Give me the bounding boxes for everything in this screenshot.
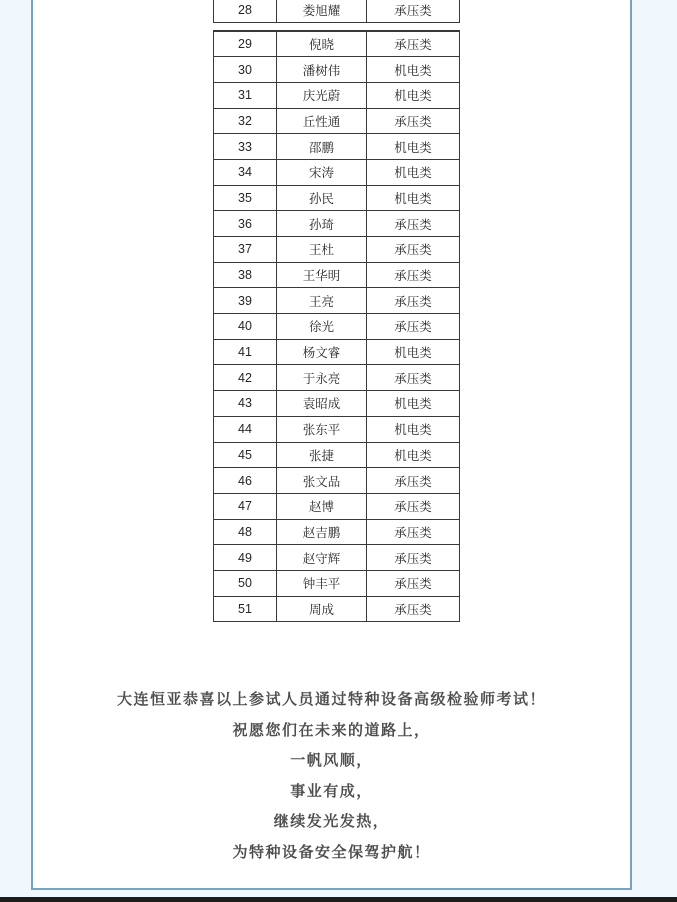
cell-name: 宋涛	[277, 159, 367, 185]
table-row	[214, 108, 460, 134]
table-row	[214, 211, 460, 237]
cell-name: 王华明	[277, 262, 367, 288]
cell-category: 机电类	[367, 185, 460, 211]
cell-category: 机电类	[367, 391, 460, 417]
table-row	[214, 416, 460, 442]
cell-name: 潘树伟	[277, 57, 367, 83]
cell-category: 承压类	[367, 314, 460, 340]
table-row	[214, 57, 460, 83]
article-card	[31, 0, 632, 890]
cell-index: 28	[214, 0, 277, 23]
table-row	[214, 314, 460, 340]
cell-name: 娄旭耀	[277, 0, 367, 23]
table-row	[214, 365, 460, 391]
congrats-line: 事业有成，	[290, 782, 373, 800]
table-row	[214, 545, 460, 571]
cell-index: 33	[214, 134, 277, 160]
table-row	[214, 262, 460, 288]
cell-name: 邵鹏	[277, 134, 367, 160]
congrats-line: 为特种设备安全保驾护航！	[232, 843, 431, 861]
cell-index: 34	[214, 159, 277, 185]
table-row	[214, 442, 460, 468]
cell-name: 庆光蔚	[277, 82, 367, 108]
cell-index: 43	[214, 391, 277, 417]
cell-index: 45	[214, 442, 277, 468]
congrats-line: 继续发光发热，	[273, 813, 390, 831]
cell-name: 袁昭成	[277, 391, 367, 417]
results-table	[213, 30, 460, 622]
cell-category: 承压类	[367, 262, 460, 288]
table-row	[214, 339, 460, 365]
table-row	[214, 288, 460, 314]
cell-index: 30	[214, 57, 277, 83]
cell-category: 承压类	[367, 519, 460, 545]
cell-index: 44	[214, 416, 277, 442]
cell-name: 王亮	[277, 288, 367, 314]
table-row	[214, 570, 460, 596]
cell-name: 徐光	[277, 314, 367, 340]
cell-index: 31	[214, 82, 277, 108]
cell-index: 32	[214, 108, 277, 134]
cell-name: 杨文睿	[277, 339, 367, 365]
cell-name: 张文品	[277, 468, 367, 494]
cell-index: 42	[214, 365, 277, 391]
cell-category: 承压类	[367, 545, 460, 571]
congrats-line: 祝愿您们在未来的道路上，	[232, 721, 431, 739]
cell-category: 承压类	[367, 0, 460, 23]
table-row	[214, 493, 460, 519]
cell-name: 王杜	[277, 237, 367, 263]
cell-index: 39	[214, 288, 277, 314]
table-row	[214, 159, 460, 185]
cell-name: 倪晓	[277, 31, 367, 57]
cell-name: 周成	[277, 596, 367, 622]
cell-name: 赵吉鹏	[277, 519, 367, 545]
cell-name: 张东平	[277, 416, 367, 442]
cell-index: 46	[214, 468, 277, 494]
table-row	[214, 134, 460, 160]
cell-index: 48	[214, 519, 277, 545]
table-row	[214, 0, 460, 23]
cell-index: 35	[214, 185, 277, 211]
cell-category: 承压类	[367, 31, 460, 57]
cell-name: 赵博	[277, 493, 367, 519]
cell-index: 38	[214, 262, 277, 288]
cell-name: 赵守辉	[277, 545, 367, 571]
cell-name: 张捷	[277, 442, 367, 468]
congrats-block	[33, 685, 630, 869]
cell-index: 29	[214, 31, 277, 57]
cell-index: 49	[214, 545, 277, 571]
table-row	[214, 185, 460, 211]
table-row	[214, 391, 460, 417]
cell-name: 钟丰平	[277, 570, 367, 596]
bottom-bar	[0, 897, 677, 902]
cell-index: 50	[214, 570, 277, 596]
table-row	[214, 237, 460, 263]
cell-category: 承压类	[367, 288, 460, 314]
congrats-line: 一帆风顺，	[290, 752, 373, 770]
cell-name: 丘性通	[277, 108, 367, 134]
results-table-upper-fragment	[213, 0, 460, 23]
cell-name: 孙民	[277, 185, 367, 211]
cell-category: 承压类	[367, 570, 460, 596]
cell-category: 机电类	[367, 442, 460, 468]
table-row	[214, 82, 460, 108]
cell-index: 47	[214, 493, 277, 519]
cell-category: 机电类	[367, 82, 460, 108]
cell-index: 37	[214, 237, 277, 263]
cell-index: 40	[214, 314, 277, 340]
cell-name: 孙琦	[277, 211, 367, 237]
cell-category: 承压类	[367, 211, 460, 237]
cell-category: 机电类	[367, 134, 460, 160]
cell-category: 承压类	[367, 237, 460, 263]
cell-category: 承压类	[367, 365, 460, 391]
table-row	[214, 468, 460, 494]
cell-category: 机电类	[367, 57, 460, 83]
cell-category: 机电类	[367, 159, 460, 185]
cell-category: 承压类	[367, 108, 460, 134]
table-row	[214, 596, 460, 622]
congrats-line: 大连恒亚恭喜以上参试人员通过特种设备高级检验师考试！	[116, 691, 546, 708]
cell-category: 承压类	[367, 468, 460, 494]
cell-category: 承压类	[367, 596, 460, 622]
cell-category: 机电类	[367, 339, 460, 365]
cell-category: 承压类	[367, 493, 460, 519]
cell-index: 36	[214, 211, 277, 237]
table-row	[214, 519, 460, 545]
cell-index: 51	[214, 596, 277, 622]
table-row	[214, 31, 460, 57]
cell-index: 41	[214, 339, 277, 365]
cell-category: 机电类	[367, 416, 460, 442]
cell-name: 于永亮	[277, 365, 367, 391]
